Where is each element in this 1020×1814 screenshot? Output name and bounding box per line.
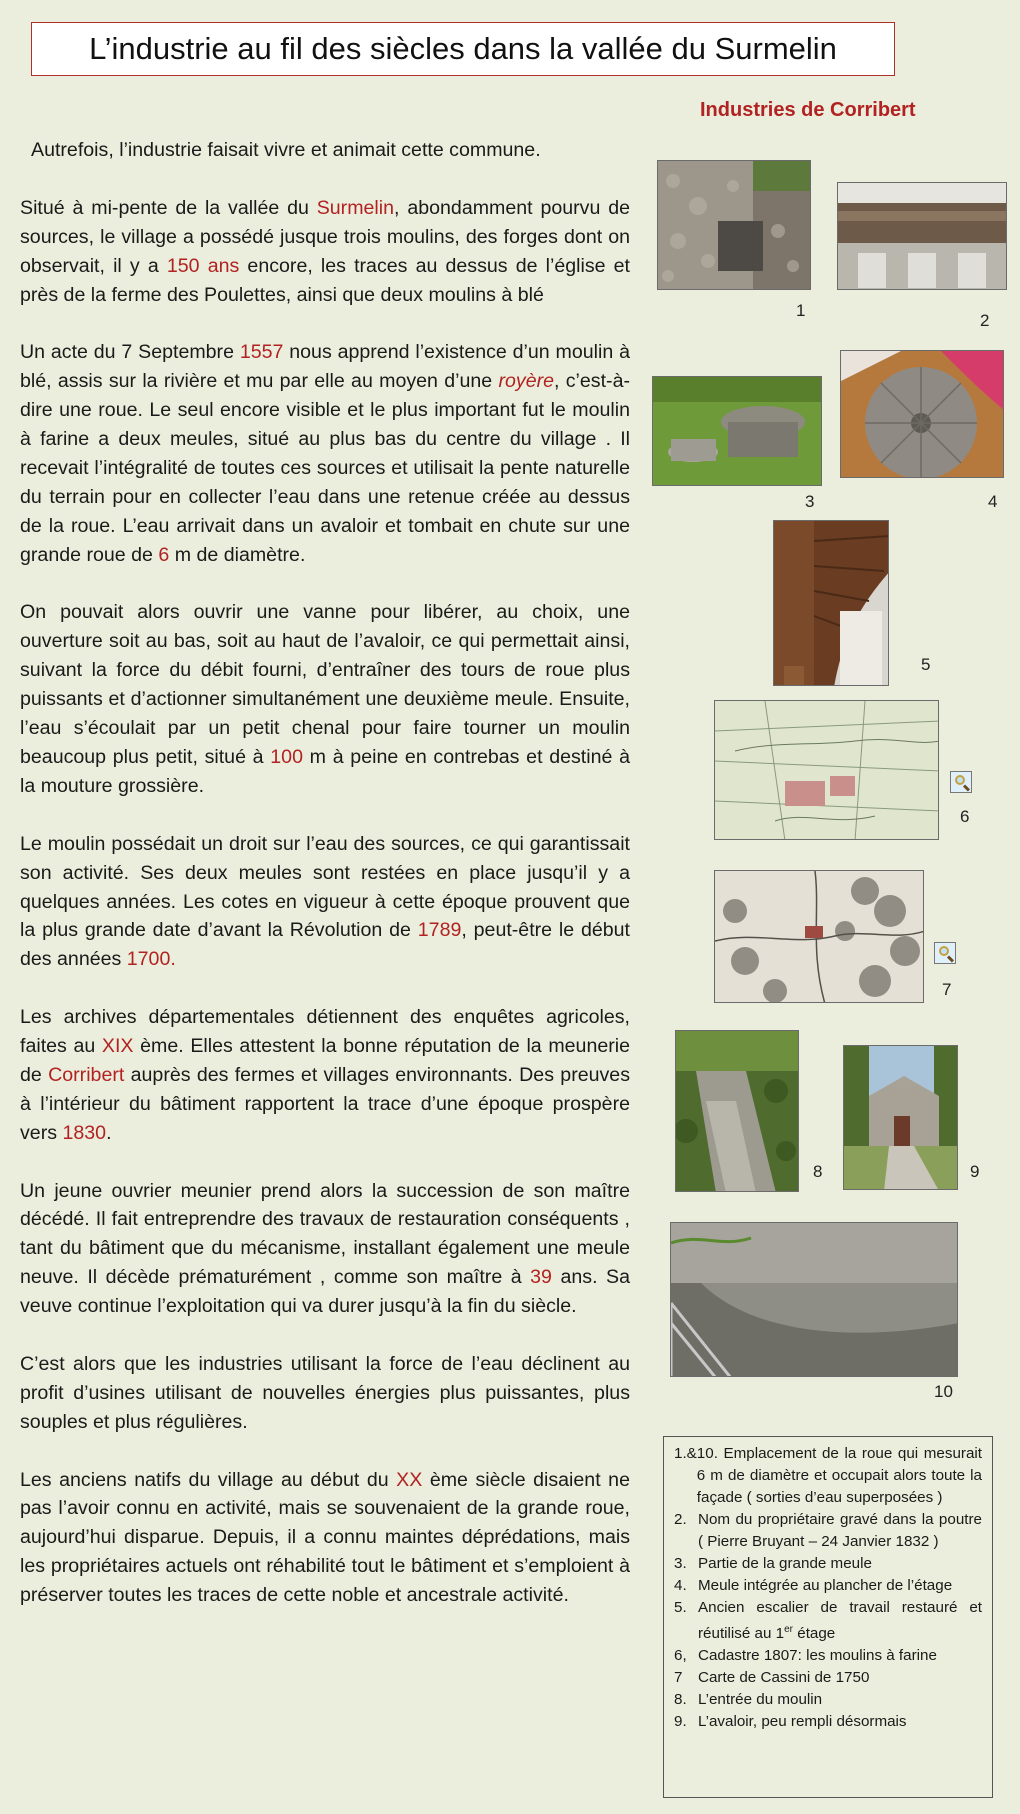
photo-number-10: 10 bbox=[934, 1382, 953, 1401]
paragraph-anciens bbox=[20, 1466, 630, 1611]
legend-text: 10. Emplacement de la roue qui mesurait 6 m de diamètre et occupait alors toute la façade ( sorties d’eau superposées ) bbox=[696, 1445, 982, 1506]
legend-text: L’entrée du moulin bbox=[698, 1691, 823, 1709]
highlight-100: 100 bbox=[270, 745, 303, 768]
photo-6-cadastre-map bbox=[714, 700, 939, 840]
highlight-1789: 1789 bbox=[417, 919, 462, 942]
legend-text: Nom du propriétaire gravé dans la poutre ( Pierre Bruyant – 24 Janvier 1832 ) bbox=[698, 1511, 982, 1550]
superscript: er bbox=[784, 1624, 794, 1635]
legend-text: Cadastre 1807: les moulins à farine bbox=[698, 1647, 937, 1665]
highlight-1557: 1557 bbox=[239, 341, 284, 364]
highlight-150-ans: 150 ans bbox=[166, 254, 240, 277]
legend-number: 2. bbox=[674, 1511, 687, 1528]
legend-item bbox=[674, 1597, 982, 1645]
photo-10-wheel-location bbox=[670, 1222, 958, 1377]
photo-8-avaloir bbox=[675, 1030, 799, 1192]
legend-number: 5. bbox=[674, 1599, 687, 1616]
text: , peut-être le début des années bbox=[20, 919, 631, 971]
legend-number: 7 bbox=[674, 1669, 683, 1687]
paragraph-archives bbox=[20, 1003, 630, 1148]
text: . bbox=[106, 1121, 112, 1144]
highlight-royere: royère bbox=[498, 370, 555, 393]
legend-item bbox=[674, 1553, 982, 1575]
legend-item bbox=[674, 1645, 982, 1667]
photo-5-staircase bbox=[773, 520, 889, 686]
photo-number-7: 7 bbox=[942, 980, 952, 999]
text: m de diamètre. bbox=[169, 543, 306, 566]
paragraph-acte-1557 bbox=[20, 338, 630, 569]
magnifier-icon[interactable] bbox=[950, 771, 972, 793]
legend-number: 6, bbox=[674, 1647, 687, 1665]
page-title: L’industrie au fil des siècles dans la vallée du Surmelin bbox=[31, 22, 895, 76]
legend-text: L’avaloir, peu rempli désormais bbox=[698, 1713, 907, 1731]
legend-number: 4. bbox=[674, 1577, 687, 1594]
photo-number-9: 9 bbox=[970, 1162, 980, 1181]
text: Le moulin possédait un droit sur l’eau des sources, ce qui garantissait son activité. Ses deux meules sont restées en place jusqu’il y a quelques années. Les cotes en vigueur à cette époque prouvent que la plus grande date d’avant la Révolution de bbox=[20, 832, 630, 942]
text: ans. Sa veuve continue l’exploitation qui va durer jusqu’à la fin du siècle. bbox=[20, 1266, 630, 1318]
paragraph-village bbox=[20, 194, 630, 310]
highlight-surmelin: Surmelin bbox=[316, 196, 395, 219]
text: , c’est-à-dire une roue. Le seul encore visible et le plus important fut le moulin à farine a deux meules, situé au plus bas du centre du village . Il recevait l’intégralité de toutes ces sources et utilisait la pente naturelle du terrain pour en collecter l’eau dans une retenue créée au dessus de la roue. L’eau arrivait dans un avaloir et tombait en chute sur une grande roue de bbox=[20, 370, 630, 566]
highlight-xx: XX bbox=[396, 1468, 423, 1491]
text: m à peine en contrebas et destiné à la mouture grossière. bbox=[20, 745, 630, 797]
text: Un jeune ouvrier meunier prend alors la succession de son maître décédé. Il fait entreprendre des travaux de restauration conséquents , tant du bâtiment que du mécanisme, installant également une meule neuve. Il décède prématurément , comme son maître à bbox=[20, 1179, 630, 1289]
text: On pouvait alors ouvrir une vanne pour libérer, au choix, une ouverture soit au bas, soit au haut de l’avaloir, ce qui permettait ainsi, suivant la force du débit fourni, d’entraîner des tours de roue plus puissants et d’actionner simultanément une deuxième meule. Ensuite, l’eau s’écoulait par un petit chenal pour faire tourner un moulin beaucoup plus petit, situé à bbox=[20, 601, 630, 768]
legend-text: Partie de la grande meule bbox=[698, 1555, 872, 1572]
highlight-corribert: Corribert bbox=[48, 1063, 125, 1086]
photo-number-5: 5 bbox=[921, 655, 931, 674]
text: Situé à mi-pente de la vallée du bbox=[20, 196, 317, 219]
paragraph-ouvrier bbox=[20, 1177, 630, 1322]
legend-item bbox=[674, 1667, 982, 1689]
legend-text: Carte de Cassini de 1750 bbox=[698, 1669, 870, 1687]
text: Un acte du 7 Septembre bbox=[20, 341, 240, 364]
text: auprès des fermes et villages environnants. Des preuves à l’intérieur du bâtiment rapportent la trace d’une époque prospère vers bbox=[20, 1063, 630, 1144]
main-text-column bbox=[20, 136, 630, 1639]
highlight-xix: XIX bbox=[101, 1035, 134, 1058]
legend-number: 9. bbox=[674, 1713, 687, 1731]
text: ème siècle disaient ne pas l’avoir connu en activité, mais se souvenaient de la grande roue, aujourd’hui disparue. Depuis, il a connu maintes déprédations, mais les propriétaires actuels ont réhabilité tout le bâtiment et s’emploient à préserver toutes les traces de cette noble et ancestrale activité. bbox=[20, 1468, 630, 1607]
photo-7-cassini-map bbox=[714, 870, 924, 1003]
photo-legend bbox=[663, 1436, 993, 1798]
text: encore, les traces au dessus de l’église et près de la ferme des Poulettes, ainsi que deux moulins à blé bbox=[20, 254, 630, 306]
highlight-39: 39 bbox=[530, 1266, 552, 1289]
paragraph-vanne bbox=[20, 598, 630, 800]
photo-number-1: 1 bbox=[796, 301, 806, 320]
photo-number-8: 8 bbox=[813, 1162, 823, 1181]
photo-3-millstone-grass bbox=[652, 376, 822, 486]
legend-number: 8. bbox=[674, 1691, 687, 1709]
photo-9-mill-entrance bbox=[843, 1045, 958, 1190]
paragraph-declin: C’est alors que les industries utilisant la force de l’eau déclinent au profit d’usines utilisant de nouvelles énergies plus puissantes, plus souples et plus régulières. bbox=[20, 1352, 630, 1433]
photo-4-millstone-floor bbox=[840, 350, 1004, 478]
legend-text: Ancien escalier de travail restauré et réutilisé au 1er étage bbox=[698, 1599, 982, 1643]
photo-number-3: 3 bbox=[805, 492, 815, 511]
highlight-1830: 1830 bbox=[62, 1121, 107, 1144]
text: , abondamment pourvu de sources, le village a possédé jusque trois moulins, des forges dont on observait, il y a bbox=[20, 196, 630, 277]
text: nous apprend l’existence d’un moulin à blé, assis sur la rivière et mu par elle au moyen d’une bbox=[20, 341, 631, 393]
legend-item bbox=[674, 1509, 982, 1553]
legend-item bbox=[674, 1443, 982, 1509]
photo-number-4: 4 bbox=[988, 492, 998, 511]
magnifier-icon[interactable] bbox=[934, 942, 956, 964]
text: Les anciens natifs du village au début du bbox=[20, 1468, 397, 1491]
photo-1-stone-wall bbox=[657, 160, 811, 290]
highlight-1700: 1700. bbox=[126, 948, 176, 971]
legend-number: 1.& bbox=[674, 1445, 697, 1462]
legend-item bbox=[674, 1711, 982, 1733]
text: ème. Elles attestent la bonne réputation de la meunerie de bbox=[20, 1035, 631, 1086]
sidebar-title: Industries de Corribert bbox=[700, 99, 916, 121]
legend-item bbox=[674, 1689, 982, 1711]
legend-number: 3. bbox=[674, 1555, 687, 1572]
legend-item bbox=[674, 1575, 982, 1597]
legend-text: Meule intégrée au plancher de l’étage bbox=[698, 1577, 953, 1594]
paragraph-droit-eau bbox=[20, 830, 630, 975]
highlight-6: 6 bbox=[158, 543, 170, 566]
text: Les archives départementales détiennent des enquêtes agricoles, faites au bbox=[20, 1006, 630, 1058]
photo-2-beam bbox=[837, 182, 1007, 290]
paragraph-intro: Autrefois, l’industrie faisait vivre et animait cette commune. bbox=[31, 139, 541, 161]
photo-number-2: 2 bbox=[980, 311, 990, 330]
photo-number-6: 6 bbox=[960, 807, 970, 826]
